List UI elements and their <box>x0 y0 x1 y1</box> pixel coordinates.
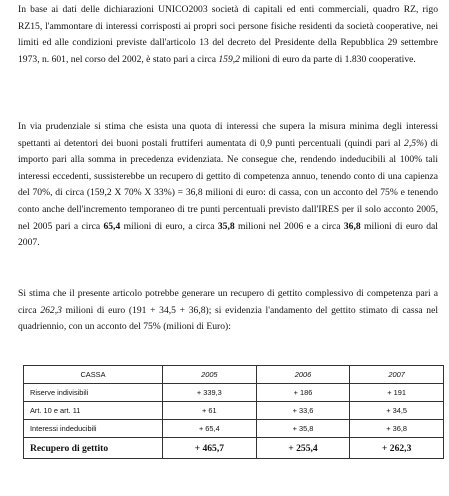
paragraph-text: Si stima che il presente articolo potrebbe generare un recupero di gettito complessivo di competenza pari a circa <box>18 288 438 316</box>
table-cell: + 33,6 <box>256 402 350 420</box>
cassa-table <box>23 365 444 459</box>
table-cell: + 61 <box>163 402 257 420</box>
table-cell: + 191 <box>350 384 444 402</box>
paragraph-text: milioni di euro da parte di 1.830 cooperative. <box>239 53 416 65</box>
table-cell: + 36,8 <box>350 420 444 438</box>
table-cell: + 339,3 <box>163 384 257 402</box>
table-total-row <box>24 438 444 459</box>
column-header: CASSA <box>24 366 163 384</box>
total-cell: + 262,3 <box>350 438 444 459</box>
row-label: Interessi indeducibili <box>24 420 163 438</box>
paragraph-text: milioni di euro dal 2007. <box>18 220 438 249</box>
paragraph-text: milioni di euro, a circa <box>120 220 218 232</box>
table-cell: + 34,5 <box>350 402 444 420</box>
column-header: 2005 <box>163 366 257 384</box>
column-header: 2007 <box>350 366 444 384</box>
paragraph-total-recovery <box>18 286 438 336</box>
amount-bold: 35,8 <box>217 220 235 232</box>
table-cell: + 35,8 <box>256 420 350 438</box>
paragraph-unico-data <box>18 2 438 68</box>
paragraph-text: In base ai dati delle dichiarazioni UNICO2003 società di capitali ed enti commerciali, quadro RZ, rigo RZ15, l'ammontare di interessi corrisposti ai propri soci persone fisiche residenti da società cooperative, nei limiti ed alle condizioni previste dall'articolo 13 del decreto del Presidente della Repubblica 29 settembre 1973, n. 601, nel corso del 2002, è stato pari a circa <box>18 4 438 65</box>
paragraph-text: ) di importo pari alla somma in precedenza evidenziata. Ne consegue che, rendendo indeducibili al 100% tali interessi eccedenti, sussisterebbe un recupero di gettito di competenza annuo, tenendo conto di una capienza del 70%, di circa (159,2 X 70% X 33%) = 36,8 milioni di euro: di cassa, con un acconto del 75% e tenendo conto anche dell'incremento temporaneo di tre punti percentuali previsto dall'IRES per il solo acconto 2005, nel 2005 pari a circa <box>18 137 438 232</box>
paragraph-text: milioni nel 2006 e a circa <box>234 220 344 232</box>
table-cell: + 186 <box>256 384 350 402</box>
table-header-row <box>24 366 444 384</box>
total-cell: + 255,4 <box>256 438 350 459</box>
paragraph-text: In via prudenziale si stima che esista una quota di interessi che supera la misura minima degli interessi spettanti ai detentori dei buoni postali fruttiferi aumentata di 0,9 punti percentuali (quindi pari al <box>18 121 438 149</box>
table-row <box>24 420 444 438</box>
total-label: Recupero di gettito <box>24 438 163 459</box>
amount-bold: 65,4 <box>103 220 121 232</box>
row-label: Art. 10 e art. 11 <box>24 402 163 420</box>
table-cell: + 65,4 <box>163 420 257 438</box>
row-label: Riserve indivisibili <box>24 384 163 402</box>
amount-bold: 36,8 <box>343 220 361 232</box>
amount-italic: 159,2 <box>218 53 240 65</box>
paragraph-prudential-estimate <box>18 119 438 252</box>
total-cell: + 465,7 <box>163 438 257 459</box>
column-header: 2006 <box>256 366 350 384</box>
paragraph-text: milioni di euro (191 + 34,5 + 36,8); si evidenzia l'andamento del gettito stimato di cassa nel quadriennio, con un acconto del 75% (milioni di Euro): <box>18 304 438 333</box>
amount-italic: 262,3 <box>40 304 62 316</box>
table-row <box>24 384 444 402</box>
table-row <box>24 402 444 420</box>
percentage-italic: 2,5% <box>404 137 424 149</box>
